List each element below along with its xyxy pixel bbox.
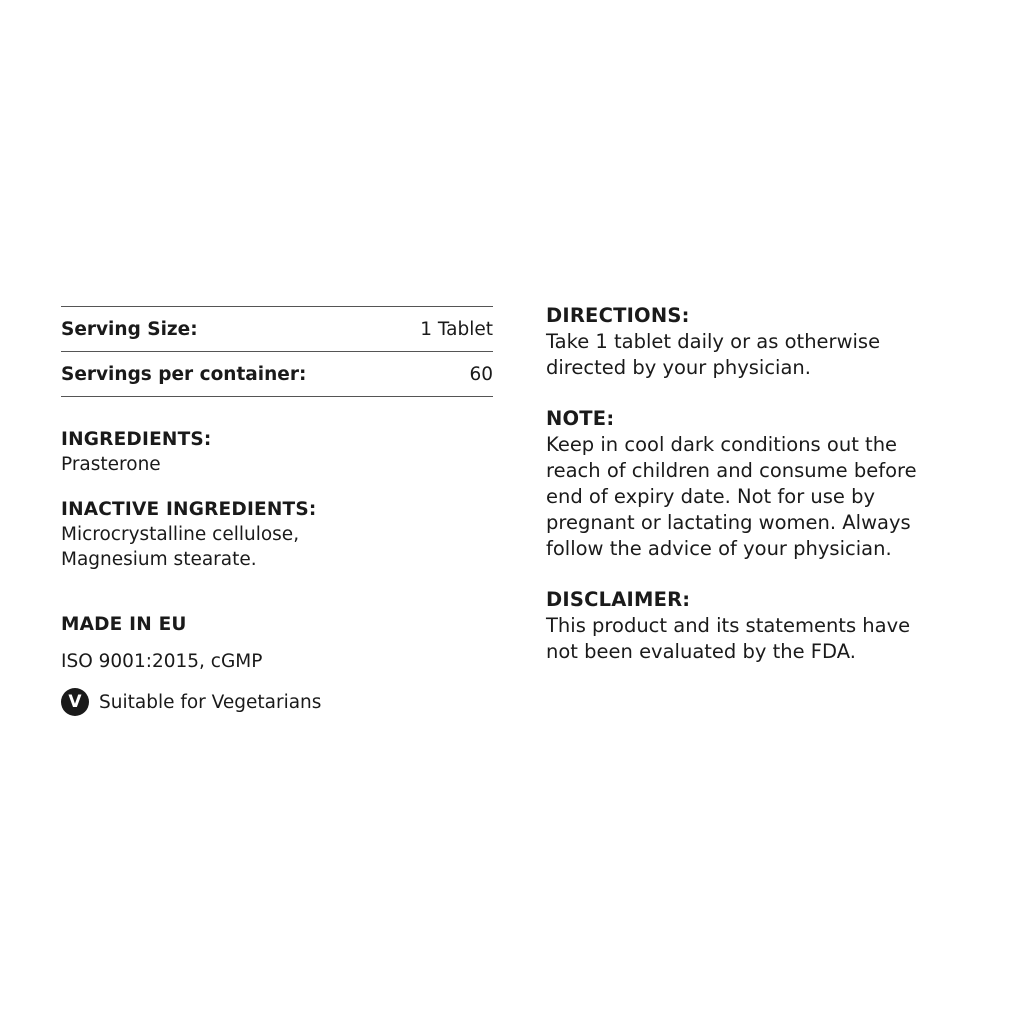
- note-title: NOTE:: [546, 407, 615, 430]
- serving-size-value: 1 Tablet: [420, 318, 493, 340]
- disclaimer-text: This product and its statements have not been evaluated by the FDA.: [546, 614, 911, 663]
- inactive-ingredients-section: [61, 497, 493, 572]
- inactive-ingredients-title: INACTIVE INGREDIENTS:: [61, 499, 317, 520]
- certification-text: ISO 9001:2015, cGMP: [61, 651, 263, 672]
- directions-text: Take 1 tablet daily or as otherwise directed by your physician.: [546, 330, 881, 379]
- servings-per-container-value: 60: [469, 363, 493, 385]
- inactive-ingredients-text: Microcrystalline cellulose, Magnesium stearate.: [61, 524, 300, 570]
- directions-section: [546, 303, 986, 381]
- ingredients-section: [61, 427, 493, 477]
- made-in-section: [61, 612, 493, 637]
- disclaimer-title: DISCLAIMER:: [546, 588, 691, 611]
- servings-per-container-row: [61, 352, 493, 397]
- ingredients-title: INGREDIENTS:: [61, 429, 212, 450]
- note-text: Keep in cool dark conditions out the reach of children and consume before end of expiry date. Not for use by pregnant or lactating women. Always follow the advice of your physician.: [546, 433, 917, 560]
- serving-size-label: Serving Size:: [61, 318, 198, 340]
- ingredients-text: Prasterone: [61, 454, 161, 475]
- made-in-title: MADE IN EU: [61, 614, 187, 635]
- vegetarian-row: [61, 688, 493, 716]
- serving-table: [61, 306, 493, 397]
- right-column: [546, 303, 986, 665]
- directions-title: DIRECTIONS:: [546, 304, 690, 327]
- servings-per-container-label: Servings per container:: [61, 363, 307, 385]
- disclaimer-section: [546, 587, 986, 665]
- note-section: [546, 406, 986, 562]
- serving-size-row: [61, 307, 493, 352]
- left-column: [61, 306, 493, 716]
- vegetarian-text: Suitable for Vegetarians: [99, 691, 322, 713]
- vegetarian-icon: V: [61, 688, 89, 716]
